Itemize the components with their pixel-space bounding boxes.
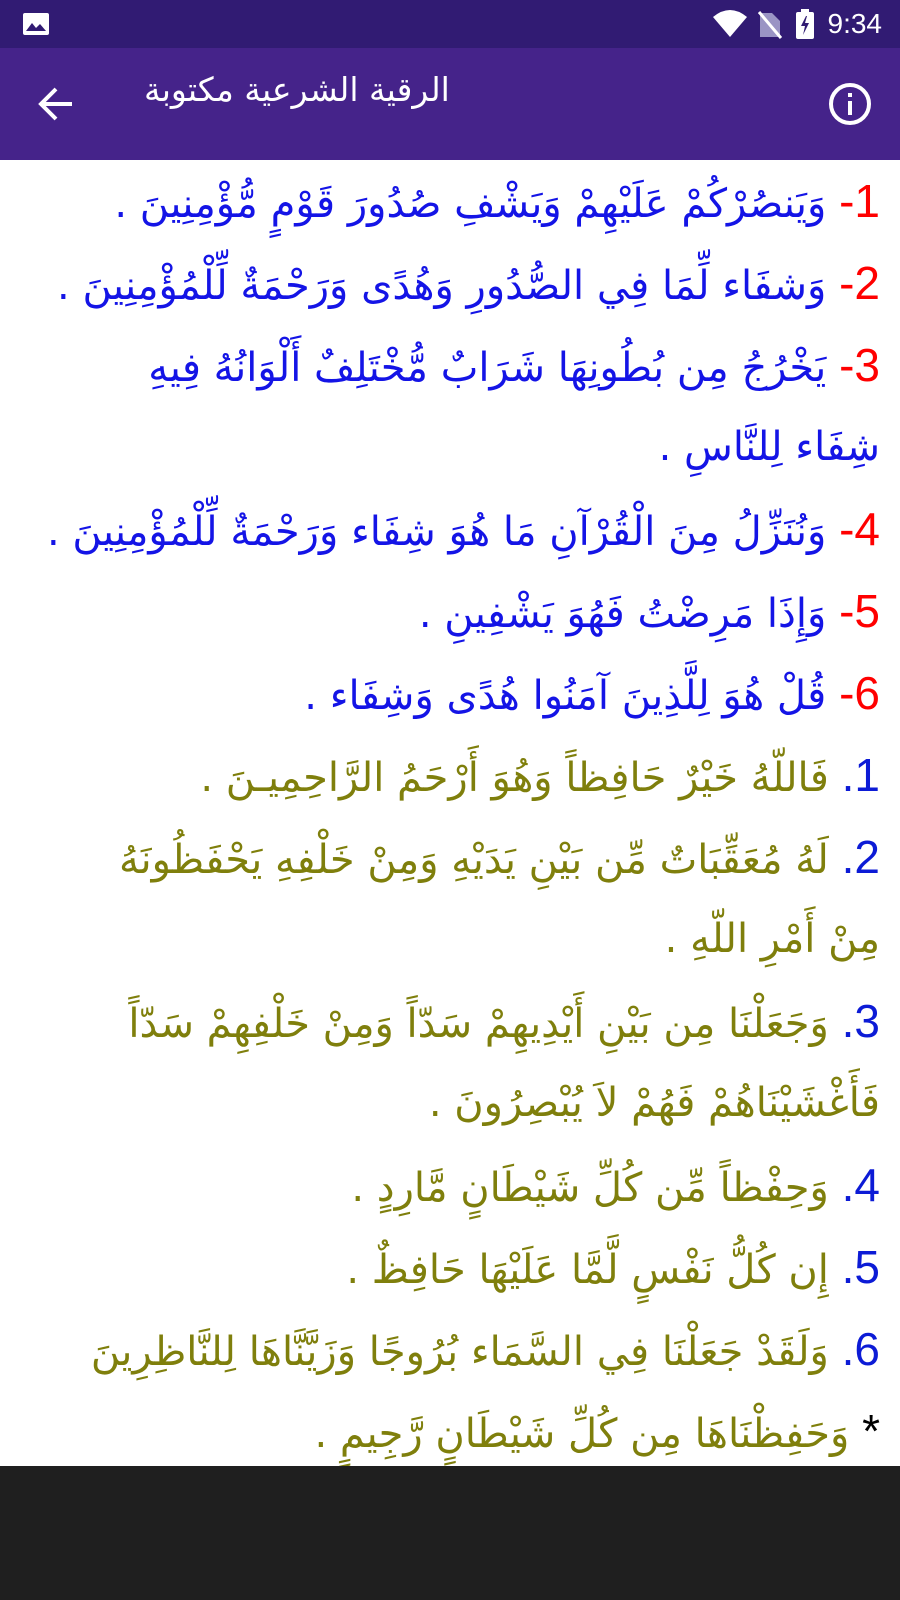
verse-number: 4. (828, 1159, 880, 1211)
verse-number: 3- (826, 339, 880, 391)
verse-line (91, 1308, 880, 1390)
no-sim-icon (758, 9, 782, 39)
verse-text: إِن كُلُّ نَفْسٍ لَّمَّا عَلَيْهَا حَافِظٌ . (346, 1247, 829, 1293)
verse-number: 5. (828, 1241, 880, 1293)
verse-number: 2. (828, 831, 880, 883)
verse-line (47, 488, 880, 570)
verse-number: 4- (826, 503, 880, 555)
verse-number: 5- (826, 585, 880, 637)
verse-line (659, 406, 880, 488)
battery-charging-icon (796, 9, 814, 39)
verse-line (351, 1144, 880, 1226)
verse-line (148, 324, 880, 406)
verse-text: مِنْ أَمْرِ اللّهِ . (664, 916, 880, 962)
verse-line (346, 1226, 880, 1308)
verse-line (304, 652, 880, 734)
back-button[interactable] (32, 80, 80, 128)
verse-number: 1. (828, 749, 880, 801)
verse-text: يَخْرُجُ مِن بُطُونِهَا شَرَابٌ مُّخْتَلِفٌ أَلْوَانُهُ فِيهِ (148, 345, 827, 391)
verse-line (419, 570, 880, 652)
verse-text: وَحِفْظاً مِّن كُلِّ شَيْطَانٍ مَّارِدٍ . (351, 1165, 829, 1211)
verse-text: قُلْ هُوَ لِلَّذِينَ آمَنُوا هُدًى وَشِفَاء . (304, 673, 827, 719)
verse-line (114, 160, 880, 242)
status-bar (0, 0, 900, 48)
arrow-back-icon (36, 84, 76, 124)
verse-text: وَإِذَا مَرِضْتُ فَهُوَ يَشْفِينِ . (418, 591, 827, 637)
verse-number: 1- (826, 175, 880, 227)
page-title: الرقية الشرعية مكتوبة (144, 70, 450, 109)
verse-text: لَهُ مُعَقِّبَاتٌ مِّن بَيْنِ يَدَيْهِ وَمِنْ خَلْفِهِ يَحْفَظُونَهُ (119, 837, 829, 883)
info-icon (828, 82, 872, 126)
bottom-area (0, 1466, 900, 1600)
verse-line (200, 734, 880, 816)
verse-line (57, 242, 880, 324)
verse-number: 2- (826, 257, 880, 309)
verse-text: وَيَنصُرْكُمْ عَلَيْهِمْ وَيَشْفِ صُدُورَ قَوْمٍ مُّؤْمِنِينَ . (114, 181, 827, 227)
verse-text: وَجَعَلْنَا مِن بَيْنِ أَيْدِيهِمْ سَدّاً وَمِنْ خَلْفِهِمْ سَدّاً (128, 1001, 829, 1047)
verse-number: 6. (828, 1323, 880, 1375)
app-bar (0, 48, 900, 160)
verse-number: 3. (828, 995, 880, 1047)
verse-number: 6- (826, 667, 880, 719)
verse-line (665, 898, 880, 980)
verse-text: شِفَاء لِلنَّاسِ . (658, 424, 880, 470)
verse-text: وَنُنَزِّلُ مِنَ الْقُرْآنِ مَا هُوَ شِفَاء وَرَحْمَةٌ لِّلْمُؤْمِنِينَ . (46, 509, 827, 555)
verse-line (119, 816, 880, 898)
verse-line (314, 1390, 880, 1466)
verse-text: وَشفَاء لِّمَا فِي الصُّدُورِ وَهُدًى وَرَحْمَةٌ لِّلْمُؤْمِنِينَ . (57, 263, 827, 309)
ruqyah-text-list[interactable] (0, 160, 900, 1466)
info-button[interactable] (822, 76, 878, 132)
verse-line (429, 1062, 880, 1144)
verse-line (128, 980, 880, 1062)
status-time: 9:34 (827, 8, 882, 39)
verse-text: فَأَغْشَيْنَاهُمْ فَهُمْ لاَ يُبْصِرُونَ . (428, 1080, 880, 1126)
verse-text: وَحَفِظْنَاهَا مِن كُلِّ شَيْطَانٍ رَّجِيمٍ . (314, 1411, 850, 1457)
verse-marker: * (849, 1405, 880, 1457)
gallery-icon (22, 12, 50, 36)
wifi-icon (712, 9, 748, 39)
verse-text: فَاللّهُ خَيْرٌ حَافِظاً وَهُوَ أَرْحَمُ الرَّاحِمِيـنَ . (200, 755, 829, 801)
verse-text: وَلَقَدْ جَعَلْنَا فِي السَّمَاء بُرُوجًا وَزَيَّنَّاهَا لِلنَّاظِرِينَ (90, 1329, 829, 1375)
